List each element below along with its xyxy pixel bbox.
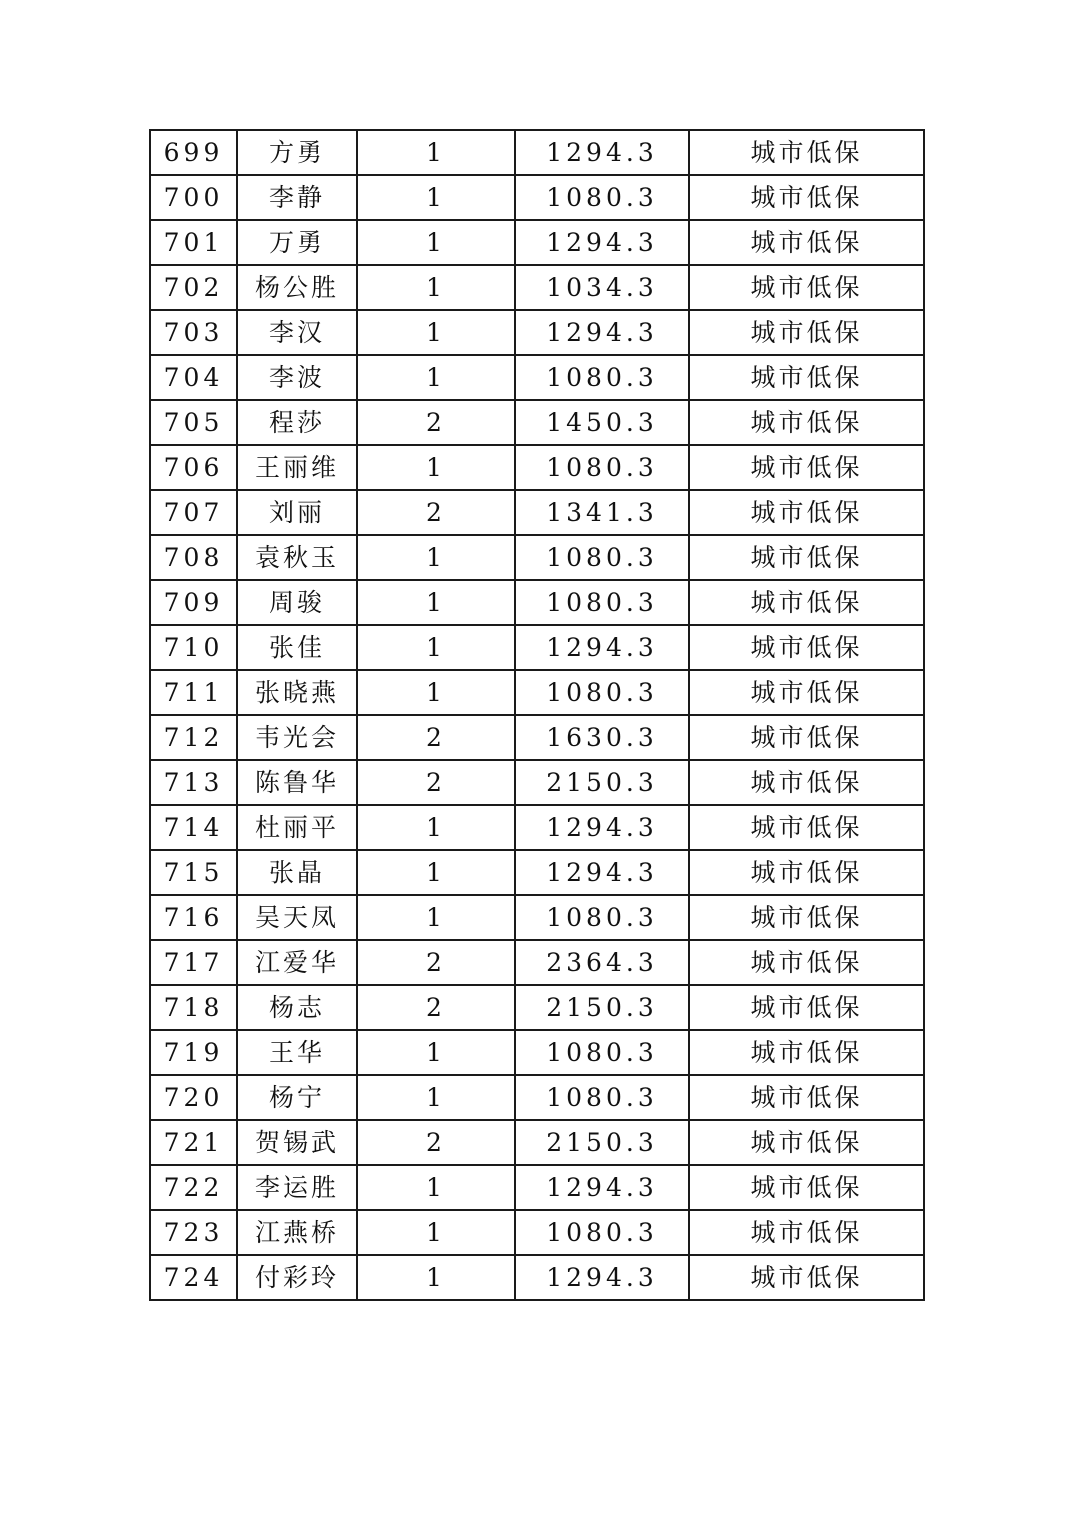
row-number-cell: 705: [150, 400, 237, 445]
row-number-cell: 717: [150, 940, 237, 985]
table-row: [150, 445, 924, 490]
row-number-cell: 702: [150, 265, 237, 310]
amount-cell: 1080.3: [515, 1030, 689, 1075]
assistance-type-cell: 城市低保: [689, 400, 924, 445]
table-row: [150, 625, 924, 670]
amount-cell: 1080.3: [515, 175, 689, 220]
household-count-cell: 2: [357, 715, 515, 760]
amount-cell: 1341.3: [515, 490, 689, 535]
table-row: [150, 1210, 924, 1255]
name-cell: 韦光会: [237, 715, 357, 760]
assistance-type-cell: 城市低保: [689, 1165, 924, 1210]
table-row: [150, 175, 924, 220]
table-row: [150, 715, 924, 760]
household-count-cell: 2: [357, 490, 515, 535]
row-number-cell: 724: [150, 1255, 237, 1300]
table-row: [150, 535, 924, 580]
row-number-cell: 706: [150, 445, 237, 490]
amount-cell: 1294.3: [515, 1255, 689, 1300]
name-cell: 万勇: [237, 220, 357, 265]
assistance-type-cell: 城市低保: [689, 1120, 924, 1165]
row-number-cell: 711: [150, 670, 237, 715]
row-number-cell: 710: [150, 625, 237, 670]
amount-cell: 2364.3: [515, 940, 689, 985]
amount-cell: 1080.3: [515, 580, 689, 625]
amount-cell: 1294.3: [515, 1165, 689, 1210]
assistance-type-cell: 城市低保: [689, 1030, 924, 1075]
assistance-type-cell: 城市低保: [689, 535, 924, 580]
assistance-type-cell: 城市低保: [689, 985, 924, 1030]
row-number-cell: 704: [150, 355, 237, 400]
name-cell: 杨公胜: [237, 265, 357, 310]
amount-cell: 1294.3: [515, 130, 689, 175]
assistance-type-cell: 城市低保: [689, 355, 924, 400]
table-row: [150, 850, 924, 895]
household-count-cell: 1: [357, 805, 515, 850]
name-cell: 杨宁: [237, 1075, 357, 1120]
assistance-type-cell: 城市低保: [689, 940, 924, 985]
table-row: [150, 670, 924, 715]
assistance-type-cell: 城市低保: [689, 310, 924, 355]
table-row: [150, 1075, 924, 1120]
amount-cell: 1450.3: [515, 400, 689, 445]
amount-cell: 2150.3: [515, 985, 689, 1030]
table-row: [150, 310, 924, 355]
table-row: [150, 760, 924, 805]
name-cell: 杜丽平: [237, 805, 357, 850]
name-cell: 江燕桥: [237, 1210, 357, 1255]
assistance-type-cell: 城市低保: [689, 1075, 924, 1120]
assistance-type-cell: 城市低保: [689, 490, 924, 535]
table-row: [150, 355, 924, 400]
household-count-cell: 1: [357, 355, 515, 400]
household-count-cell: 1: [357, 1075, 515, 1120]
table-row: [150, 985, 924, 1030]
name-cell: 周骏: [237, 580, 357, 625]
assistance-type-cell: 城市低保: [689, 445, 924, 490]
row-number-cell: 722: [150, 1165, 237, 1210]
household-count-cell: 2: [357, 400, 515, 445]
table-row: [150, 490, 924, 535]
household-count-cell: 2: [357, 760, 515, 805]
household-count-cell: 2: [357, 985, 515, 1030]
household-count-cell: 1: [357, 670, 515, 715]
name-cell: 张佳: [237, 625, 357, 670]
table-row: [150, 1165, 924, 1210]
name-cell: 江爱华: [237, 940, 357, 985]
row-number-cell: 703: [150, 310, 237, 355]
table-row: [150, 400, 924, 445]
household-count-cell: 1: [357, 130, 515, 175]
amount-cell: 2150.3: [515, 1120, 689, 1165]
amount-cell: 1080.3: [515, 670, 689, 715]
household-count-cell: 1: [357, 1165, 515, 1210]
row-number-cell: 708: [150, 535, 237, 580]
amount-cell: 1294.3: [515, 220, 689, 265]
name-cell: 方勇: [237, 130, 357, 175]
name-cell: 贺锡武: [237, 1120, 357, 1165]
household-count-cell: 1: [357, 895, 515, 940]
amount-cell: 2150.3: [515, 760, 689, 805]
amount-cell: 1080.3: [515, 355, 689, 400]
amount-cell: 1034.3: [515, 265, 689, 310]
name-cell: 王华: [237, 1030, 357, 1075]
assistance-type-cell: 城市低保: [689, 1210, 924, 1255]
name-cell: 程莎: [237, 400, 357, 445]
household-count-cell: 1: [357, 445, 515, 490]
assistance-type-cell: 城市低保: [689, 805, 924, 850]
row-number-cell: 700: [150, 175, 237, 220]
row-number-cell: 707: [150, 490, 237, 535]
name-cell: 杨志: [237, 985, 357, 1030]
table-body: [150, 130, 924, 1300]
amount-cell: 1630.3: [515, 715, 689, 760]
name-cell: 张晶: [237, 850, 357, 895]
assistance-type-cell: 城市低保: [689, 760, 924, 805]
row-number-cell: 718: [150, 985, 237, 1030]
row-number-cell: 723: [150, 1210, 237, 1255]
table-row: [150, 220, 924, 265]
assistance-type-cell: 城市低保: [689, 130, 924, 175]
name-cell: 付彩玲: [237, 1255, 357, 1300]
name-cell: 李波: [237, 355, 357, 400]
assistance-type-cell: 城市低保: [689, 715, 924, 760]
row-number-cell: 719: [150, 1030, 237, 1075]
table-row: [150, 895, 924, 940]
assistance-type-cell: 城市低保: [689, 670, 924, 715]
name-cell: 李运胜: [237, 1165, 357, 1210]
amount-cell: 1080.3: [515, 895, 689, 940]
row-number-cell: 699: [150, 130, 237, 175]
row-number-cell: 720: [150, 1075, 237, 1120]
row-number-cell: 712: [150, 715, 237, 760]
assistance-type-cell: 城市低保: [689, 580, 924, 625]
amount-cell: 1080.3: [515, 1075, 689, 1120]
assistance-type-cell: 城市低保: [689, 265, 924, 310]
assistance-type-cell: 城市低保: [689, 625, 924, 670]
assistance-type-cell: 城市低保: [689, 895, 924, 940]
name-cell: 陈鲁华: [237, 760, 357, 805]
table-row: [150, 580, 924, 625]
assistance-type-cell: 城市低保: [689, 220, 924, 265]
assistance-type-cell: 城市低保: [689, 175, 924, 220]
row-number-cell: 713: [150, 760, 237, 805]
amount-cell: 1294.3: [515, 805, 689, 850]
household-count-cell: 1: [357, 535, 515, 580]
household-count-cell: 2: [357, 940, 515, 985]
name-cell: 王丽维: [237, 445, 357, 490]
amount-cell: 1294.3: [515, 850, 689, 895]
name-cell: 袁秋玉: [237, 535, 357, 580]
row-number-cell: 715: [150, 850, 237, 895]
name-cell: 李静: [237, 175, 357, 220]
household-count-cell: 1: [357, 1030, 515, 1075]
subsidy-table: [149, 129, 925, 1301]
household-count-cell: 1: [357, 175, 515, 220]
table-row: [150, 1255, 924, 1300]
row-number-cell: 714: [150, 805, 237, 850]
assistance-type-cell: 城市低保: [689, 850, 924, 895]
household-count-cell: 1: [357, 850, 515, 895]
household-count-cell: 1: [357, 1255, 515, 1300]
amount-cell: 1080.3: [515, 1210, 689, 1255]
household-count-cell: 1: [357, 625, 515, 670]
amount-cell: 1080.3: [515, 535, 689, 580]
table-row: [150, 940, 924, 985]
row-number-cell: 716: [150, 895, 237, 940]
table-row: [150, 130, 924, 175]
row-number-cell: 701: [150, 220, 237, 265]
amount-cell: 1294.3: [515, 625, 689, 670]
name-cell: 刘丽: [237, 490, 357, 535]
household-count-cell: 1: [357, 310, 515, 355]
name-cell: 吴天凤: [237, 895, 357, 940]
household-count-cell: 1: [357, 1210, 515, 1255]
household-count-cell: 2: [357, 1120, 515, 1165]
amount-cell: 1080.3: [515, 445, 689, 490]
row-number-cell: 721: [150, 1120, 237, 1165]
assistance-type-cell: 城市低保: [689, 1255, 924, 1300]
table-row: [150, 1030, 924, 1075]
name-cell: 李汉: [237, 310, 357, 355]
table-row: [150, 265, 924, 310]
amount-cell: 1294.3: [515, 310, 689, 355]
household-count-cell: 1: [357, 580, 515, 625]
household-count-cell: 1: [357, 265, 515, 310]
name-cell: 张晓燕: [237, 670, 357, 715]
table-row: [150, 1120, 924, 1165]
row-number-cell: 709: [150, 580, 237, 625]
household-count-cell: 1: [357, 220, 515, 265]
table-row: [150, 805, 924, 850]
